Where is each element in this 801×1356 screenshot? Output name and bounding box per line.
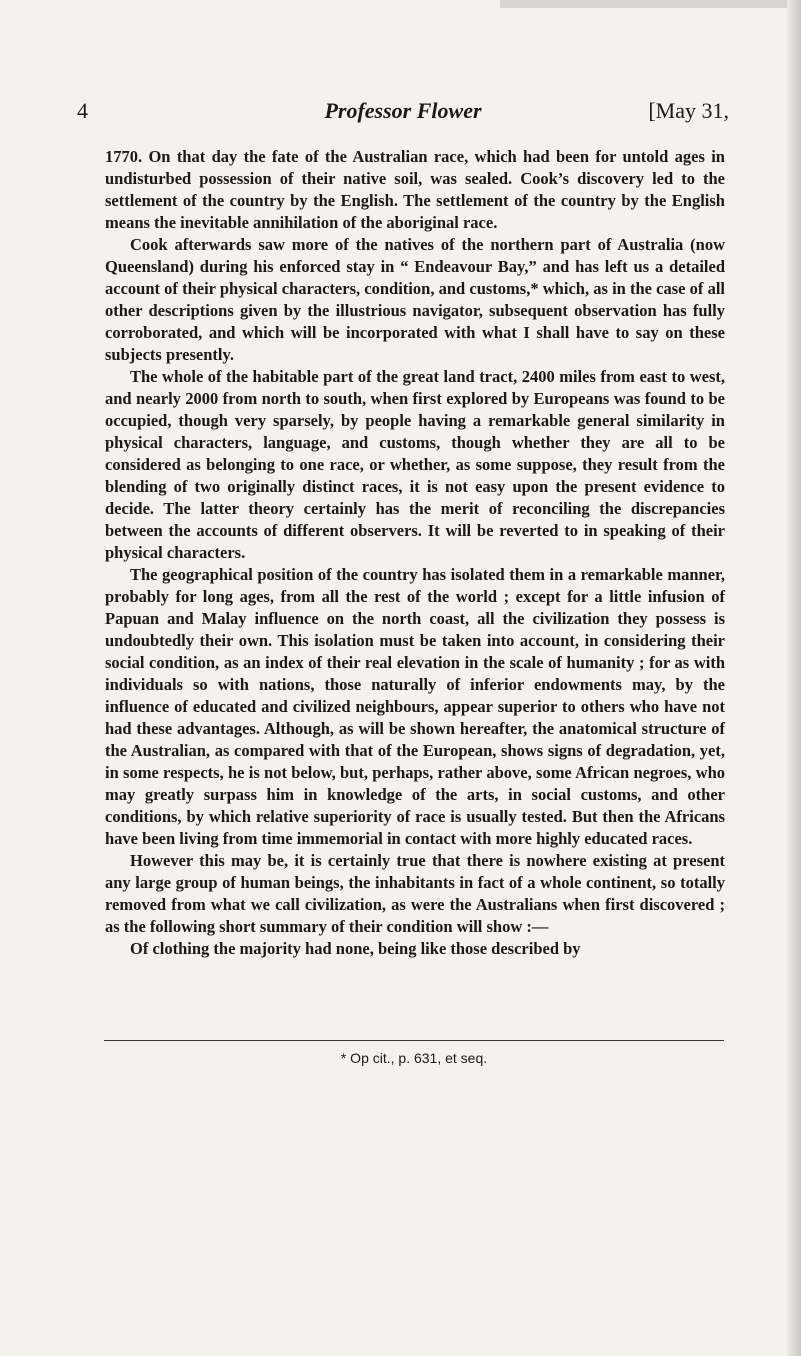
page-binding-edge [787,0,801,1356]
running-header [77,94,729,128]
running-title: Professor Flower [324,98,482,123]
body-text [105,146,725,960]
paragraph-1: 1770. On that day the fate of the Australian race, which had been for untold ages in undisturbed possession of their native soil, was sealed. Cook’s discovery led to the settlement of the country by the English. The settlement of the country by the English means the inevitable annihilation of the aboriginal race. [105,147,725,232]
paragraph-3: The whole of the habitable part of the great land tract, 2400 miles from east to west, and nearly 2000 from north to south, when first explored by Europeans was found to be occupied, though very sparsely, by people having a remarkable general similarity in physical characters, language, and customs, though whether they are all to be considered as belonging to one race, or whether, as some suppose, they result from the blending of two originally distinct races, it is not easy upon the present evidence to decide. The latter theory certainly has the merit of reconciling the discrepancies between the accounts of different observers. It will be reverted to in speaking of their physical characters. [105,367,725,562]
footnote-divider [104,1040,724,1041]
paragraph-5: However this may be, it is certainly true that there is nowhere existing at present any large group of human beings, the inhabitants in fact of a whole continent, so totally removed from what we call civilization, as were the Australians when first discovered ; as the following short summary of their condition will show :— [105,851,725,936]
footnote: * Op cit., p. 631, et seq. [340,1050,488,1066]
paragraph-6: Of clothing the majority had none, being like those described by [130,939,581,958]
paragraph-4: The geographical position of the country has isolated them in a remarkable manner, probably for long ages, from all the rest of the world ; except for a little infusion of Papuan and Malay influence on the north coast, all the civilization they possess is undoubtedly their own. This isolation must be taken into account, in considering their social condition, as an index of their real elevation in the scale of humanity ; for as with individuals so with nations, those naturally of inferior endowments may, by the influence of educated and civilized neighbours, appear superior to others who have not had these advantages. Although, as will be shown hereafter, the anatomical structure of the Australian, as compared with that of the European, shows signs of degradation, yet, in some respects, he is not below, but, perhaps, rather above, some African negroes, who may greatly surpass him in knowledge of the arts, in social customs, and other conditions, by which relative superiority of race is usually tested. But then the Africans have been living from time immemorial in contact with more highly educated races. [105,565,725,848]
header-date: [May 31, [648,98,729,123]
paragraph-2: Cook afterwards saw more of the natives of the northern part of Australia (now Queensland) during his enforced stay in “ Endeavour Bay,” and has left us a detailed account of their physical characters, condition, and customs,* which, as in the case of all other descriptions given by the illustrious navigator, subsequent observation has fully corroborated, and which will be incorporated with what I shall have to say on these subjects presently. [105,235,725,364]
page-edge-shadow [500,0,801,8]
page-number: 4 [77,98,88,123]
